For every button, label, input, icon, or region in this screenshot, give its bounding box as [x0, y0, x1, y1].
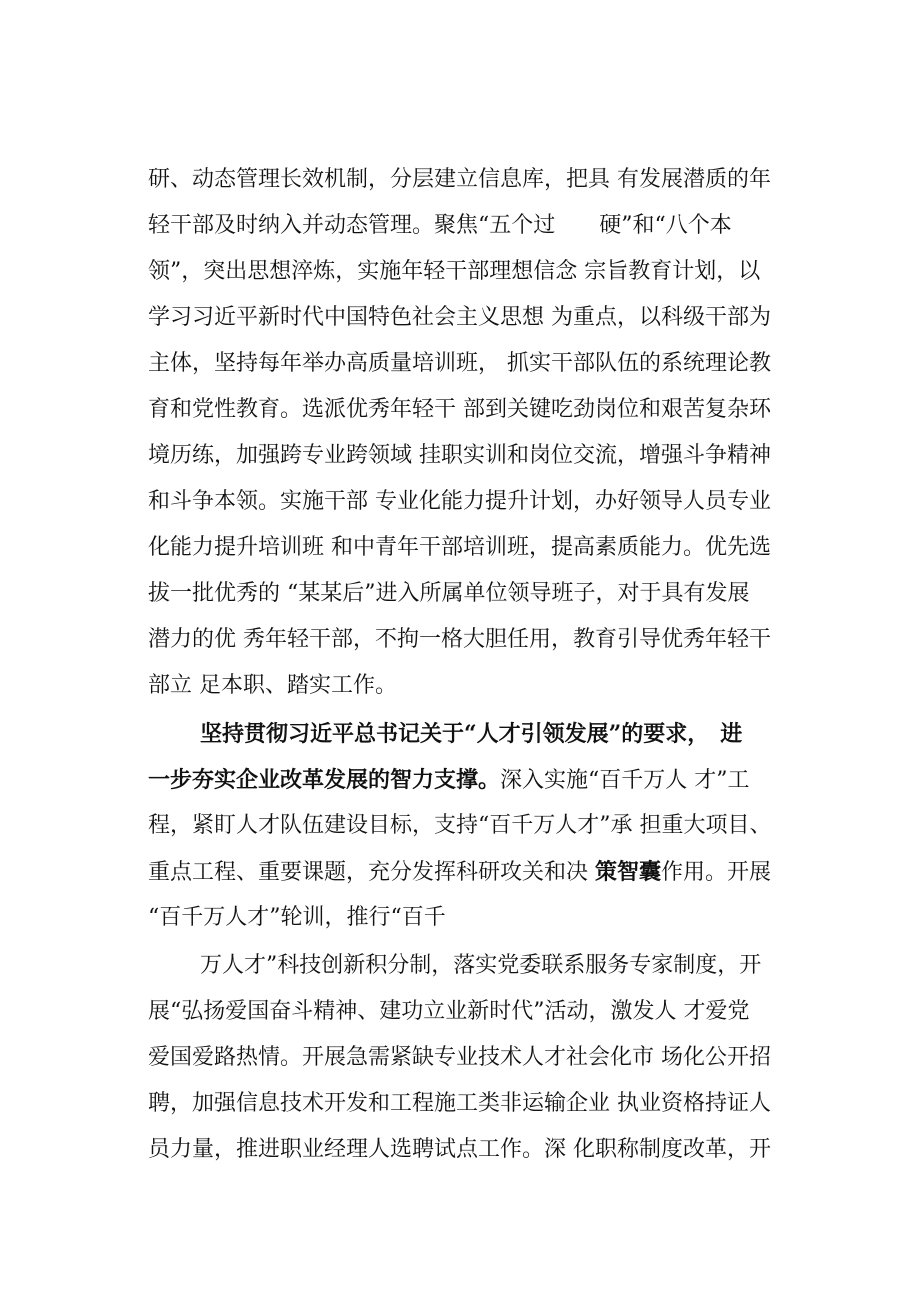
paragraph-2-line-4-bold: 策智囊 — [595, 859, 662, 885]
paragraph-2-line-4-end: 作用。开展 — [661, 860, 772, 885]
paragraph-2-line-2 — [148, 757, 808, 803]
paragraph-1-line-3: 领”，突出思想淬炼，实施年轻干部理想信念 宗旨教育计划，以 — [148, 259, 761, 284]
paragraph-3-line-5: 员力量，推进职业经理人选聘试点工作。深 化职称制度改革，开 — [148, 1137, 771, 1162]
paragraph-1-line-10: 拔一批优秀的 “某某后”进入所属单位领导班子，对于具有发展 — [148, 581, 750, 606]
paragraph-2-line-3: 程，紧盯人才队伍建设目标，支持“百千万人才”承 担重大项目、 — [148, 813, 772, 838]
paragraph-1-line-7: 境历练，加强跨专业跨领域 挂职实训和岗位交流，增强斗争精神 — [148, 443, 771, 468]
paragraph-1-line-5: 主体，坚持每年举办高质量培训班， 抓实干部队伍的系统理论教 — [148, 351, 771, 376]
paragraph-1-line-12: 部立 足本职、踏实工作。 — [148, 673, 397, 698]
paragraph-1-line-4: 学习习近平新时代中国特色社会主义思想 为重点，以科级干部为 — [148, 305, 771, 330]
paragraph-1-line-11: 潜力的优 秀年轻干部，不拘一格大胆任用，教育引导优秀年轻干 — [148, 627, 771, 652]
paragraph-3-line-3: 爱国爱路热情。开展急需紧缺专业技术人才社会化市 场化公开招 — [148, 1045, 771, 1070]
paragraph-2-line-5: “百千万人才”轮训，推行“百千 — [148, 905, 446, 930]
paragraph-3-line-2: 展“弘扬爱国奋斗精神、建功立业新时代”活动，激发人 才爱党 — [148, 999, 750, 1024]
paragraph-1-line-9: 化能力提升培训班 和中青年干部培训班，提高素质能力。优先选 — [148, 535, 771, 560]
paragraph-1-line-1: 研、动态管理长效机制，分层建立信息库，把具 有发展潜质的年 — [148, 167, 771, 192]
paragraph-2-line-1: 坚持贯彻习近平总书记关于“人才引领发展”的要求， 进 — [200, 721, 743, 747]
paragraph-2-line-4 — [148, 849, 808, 895]
paragraph-1-line-8: 和斗争本领。实施干部 专业化能力提升计划，办好领导人员专业 — [148, 489, 771, 514]
paragraph-1-line-2: 轻干部及时纳入并动态管理。聚焦“五个过 硬”和“八个本 — [148, 213, 732, 238]
paragraph-2-line-2-bold: 一步夯实企业改革发展的智力支撑。 — [148, 767, 501, 793]
paragraph-1-line-6: 育和党性教育。选派优秀年轻干 部到关键吃劲岗位和艰苦复杂环 — [148, 397, 771, 422]
paragraph-2-line-2-rest: 深入实施“百千万人 才”工 — [500, 768, 750, 793]
paragraph-3-line-1: 万人才”科技创新积分制，落实党委联系服务专家制度，开 — [200, 953, 762, 978]
paragraph-2-line-4-start: 重点工程、重要课题，充分发挥科研攻关和决 — [148, 860, 595, 885]
paragraph-3-line-4: 聘，加强信息技术开发和工程施工类非运输企业 执业资格持证人 — [148, 1091, 771, 1116]
